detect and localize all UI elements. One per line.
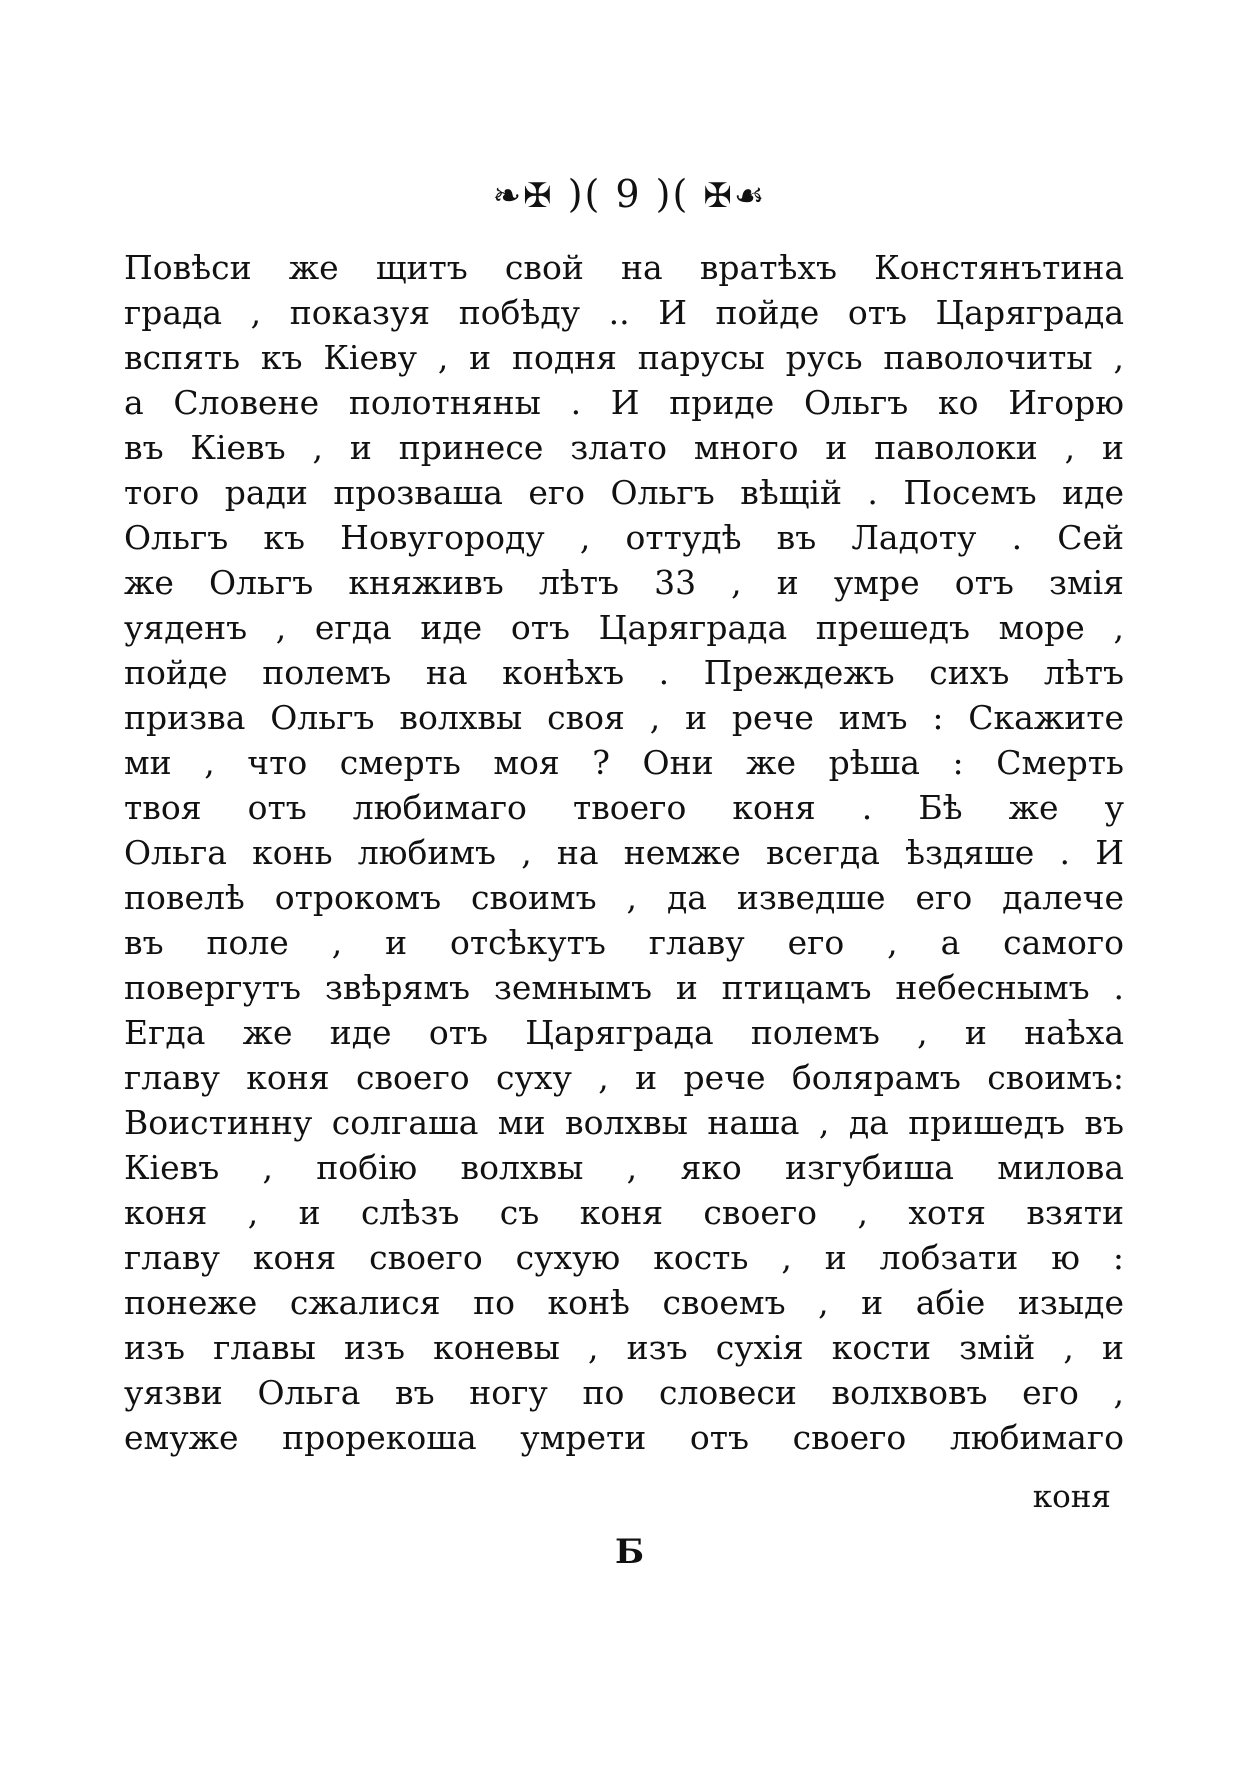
text-line: повелѣ отрокомъ своимъ , да изведше его далече <box>124 878 1124 917</box>
text-line: ми , что смерть моя ? Они же рѣша : Смерть <box>124 743 1124 782</box>
text-line: емуже прорекоша умрети отъ своего любимаго <box>124 1418 1124 1457</box>
catchword: коня <box>1032 1479 1111 1515</box>
signature-mark: Б <box>614 1532 645 1572</box>
page-header <box>0 172 1259 218</box>
text-line: уяденъ , егда иде отъ Царяграда прешедъ море , <box>124 608 1124 647</box>
text-line: изъ главы изъ коневы , изъ сухія кости змій , и <box>124 1328 1124 1367</box>
text-line: Повѣси же щитъ свой на вратѣхъ Констянътина <box>124 248 1124 287</box>
text-line: призва Ольгъ волхвы своя , и рече имъ : Скажите <box>124 698 1124 737</box>
text-line: вспять къ Кіеву , и подня парусы русь паволочиты , <box>124 338 1124 377</box>
text-line: понеже сжалися по конѣ своемъ , и абіе изыде <box>124 1283 1124 1322</box>
text-line: въ Кіевъ , и принесе злато много и паволоки , и <box>124 428 1124 467</box>
text-line: же Ольгъ княживъ лѣтъ 33 , и умре отъ змія <box>124 563 1124 602</box>
text-line: пойде полемъ на конѣхъ . Преждежъ сихъ лѣтъ <box>124 653 1124 692</box>
text-line: того ради прозваша его Ольгъ вѣщій . Посемъ иде <box>124 473 1124 512</box>
body-text <box>124 245 1124 1460</box>
text-line: главу коня своего сухую кость , и лобзати ю : <box>124 1238 1124 1277</box>
text-line: въ поле , и отсѣкутъ главу его , а самого <box>124 923 1124 962</box>
text-line: а Словене полотняны . И приде Ольгъ ко Игорю <box>124 383 1124 422</box>
text-line: твоя отъ любимаго твоего коня . Бѣ же у <box>124 788 1124 827</box>
text-line: Воистинну солгаша ми волхвы наша , да пришедъ въ <box>124 1103 1124 1142</box>
text-line: Егда же иде отъ Царяграда полемъ , и наѣха <box>124 1013 1124 1052</box>
page-number: )( 9 )( <box>567 172 690 216</box>
text-line: града , показуя побѣду .. И пойде отъ Царяграда <box>124 293 1124 332</box>
text-line: Кіевъ , побію волхвы , яко изгубиша милова <box>124 1148 1124 1187</box>
text-line: уязви Ольга въ ногу по словеси волхвовъ его , <box>124 1373 1124 1412</box>
right-ornament-icon: ✠☙ <box>703 176 767 216</box>
text-line: Ольгъ къ Новугороду , оттудѣ въ Ладоту . Сей <box>124 518 1124 557</box>
text-line: повергутъ звѣрямъ земнымъ и птицамъ небеснымъ . <box>124 968 1124 1007</box>
text-line: главу коня своего суху , и рече болярамъ своимъ: <box>124 1058 1124 1097</box>
left-ornament-icon: ❧✠ <box>492 176 554 216</box>
text-line: Ольга конь любимъ , на немже всегда ѣздяше . И <box>124 833 1124 872</box>
text-line: коня , и слѣзъ съ коня своего , хотя взяти <box>124 1193 1124 1232</box>
